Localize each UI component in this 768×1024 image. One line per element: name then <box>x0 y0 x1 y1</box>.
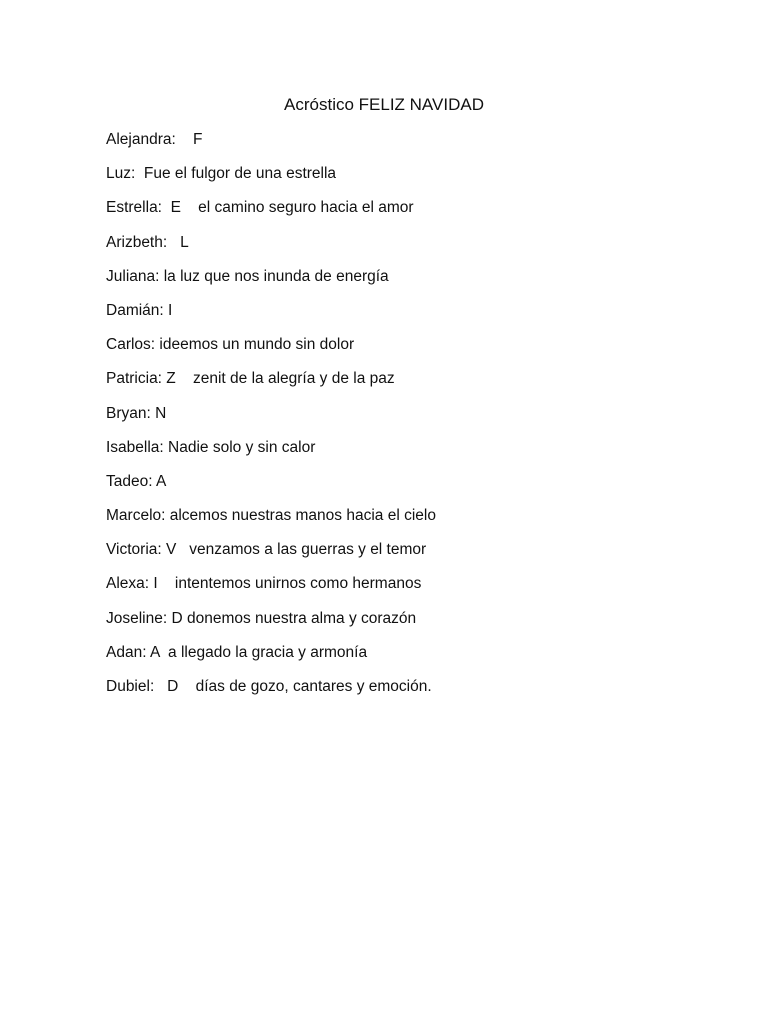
acrostic-line: Bryan: N <box>106 404 167 422</box>
acrostic-line: Adan: A a llegado la gracia y armonía <box>106 643 368 661</box>
acrostic-line: Alexa: I intentemos unirnos como hermanos <box>106 575 422 593</box>
acrostic-line: Juliana: la luz que nos inunda de energía <box>106 267 389 285</box>
acrostic-line: Arizbeth: L <box>106 233 189 251</box>
acrostic-line: Joseline: D donemos nuestra alma y corazón <box>106 609 417 627</box>
acrostic-line: Victoria: V venzamos a las guerras y el temor <box>106 541 427 559</box>
acrostic-line: Carlos: ideemos un mundo sin dolor <box>106 336 355 354</box>
acrostic-line: Luz: Fue el fulgor de una estrella <box>106 165 337 183</box>
acrostic-line: Patricia: Z zenit de la alegría y de la paz <box>106 370 395 388</box>
acrostic-line: Isabella: Nadie solo y sin calor <box>106 438 316 456</box>
acrostic-line: Dubiel: D días de gozo, cantares y emoción. <box>106 678 432 695</box>
acrostic-line: Estrella: E el camino seguro hacia el amor <box>106 199 414 217</box>
acrostic-line: Alejandra: F <box>106 131 203 148</box>
acrostic-line: Damián: I <box>106 301 173 319</box>
acrostic-line: Marcelo: alcemos nuestras manos hacia el cielo <box>106 507 436 525</box>
document-title: Acróstico FELIZ NAVIDAD <box>284 95 484 114</box>
acrostic-lines <box>106 128 436 709</box>
acrostic-line: Tadeo: A <box>106 472 167 490</box>
